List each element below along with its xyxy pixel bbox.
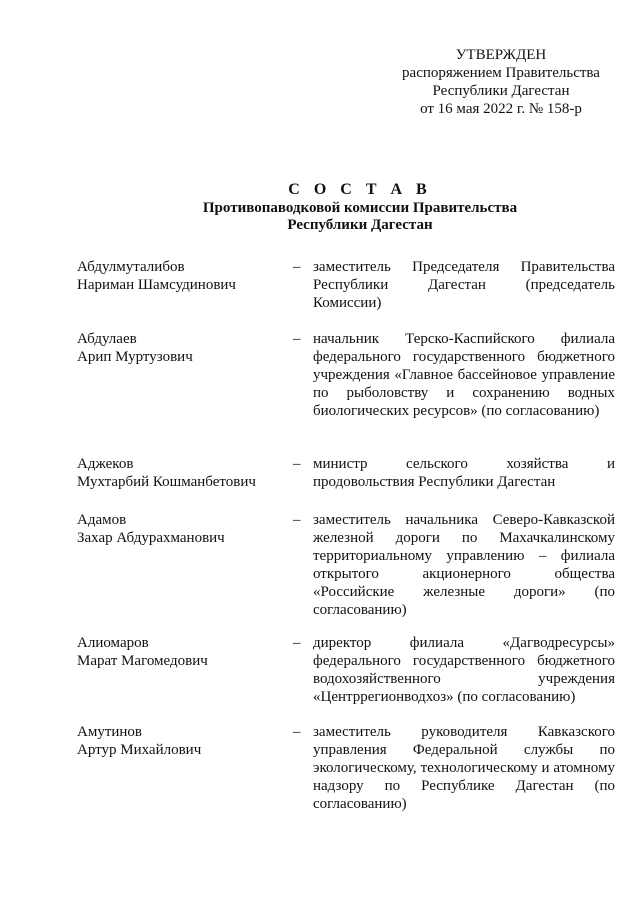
dash-separator: – — [293, 724, 301, 740]
document-title — [120, 181, 600, 234]
member-name — [77, 258, 277, 294]
member-given-name: Арип Муртузович — [77, 349, 193, 365]
title-heading: С О С Т А В — [288, 181, 432, 198]
member-surname: Амутинов — [77, 724, 143, 740]
approval-heading: УТВЕРЖДЕН — [455, 47, 547, 63]
approval-stamp — [398, 46, 604, 118]
member-role: начальник Терско-Каспийского филиала федерального государственного бюджетного учреждения «Главное бассейновое управление по рыболовству и сохранению водных биологических ресурсов» (по согласованию) — [313, 331, 615, 419]
dash-separator: – — [293, 456, 301, 472]
dash-separator: – — [293, 259, 301, 275]
member-given-name: Захар Абдурахманович — [77, 530, 225, 546]
member-name — [77, 634, 277, 670]
member-given-name: Марат Магомедович — [77, 653, 208, 669]
dash-separator: – — [293, 512, 301, 528]
member-name — [77, 723, 277, 759]
member-surname: Алиомаров — [77, 635, 149, 651]
member-given-name: Артур Михайлович — [77, 742, 202, 758]
member-role: директор филиала «Дагводресурсы» федерального государственного бюджетного водохозяйственного учреждения «Центррегионводхоз» (по согласованию) — [313, 635, 615, 705]
member-role: заместитель начальника Северо-Кавказской железной дороги по Махачкалинскому территориальному управлению – филиала открытого акционерного общества «Российские железные дороги» (по согласованию) — [313, 512, 615, 618]
member-surname: Адамов — [77, 512, 127, 528]
member-given-name: Мухтарбий Кошманбетович — [77, 474, 256, 490]
title-line-1: Противопаводковой комиссии Правительства — [202, 200, 518, 216]
member-surname: Аджеков — [77, 456, 134, 472]
dash-separator: – — [293, 635, 301, 651]
member-surname: Абдулаев — [77, 331, 137, 347]
dash-separator: – — [293, 331, 301, 347]
member-role: министр сельского хозяйства и продовольствия Республики Дагестан — [313, 456, 615, 490]
member-given-name: Нариман Шамсудинович — [77, 277, 236, 293]
title-line-2: Республики Дагестан — [287, 217, 433, 233]
approval-date: от 16 мая 2022 г. № 158-р — [420, 101, 582, 117]
member-name — [77, 511, 277, 547]
approval-order: распоряжением Правительства — [402, 65, 600, 81]
member-name — [77, 330, 277, 366]
member-role: заместитель руководителя Кавказского управления Федеральной службы по экологическому, технологическому и атомному надзору по Республике Дагестан (по согласованию) — [313, 724, 615, 812]
member-surname: Абдулмуталибов — [77, 259, 185, 275]
approval-republic: Республики Дагестан — [432, 83, 570, 99]
member-role: заместитель Председателя Правительства Республики Дагестан (председатель Комиссии) — [313, 259, 615, 311]
member-name — [77, 455, 277, 491]
